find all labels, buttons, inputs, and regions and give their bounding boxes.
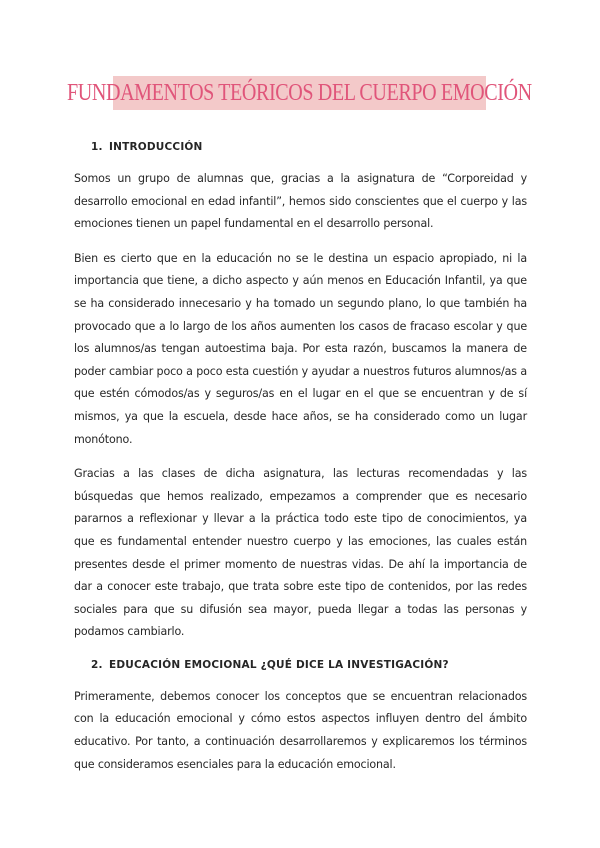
section-title: EDUCACIÓN EMOCIONAL ¿QUÉ DICE LA INVESTIGACIÓN? <box>109 658 449 671</box>
section-heading-introduccion <box>91 138 527 156</box>
section-heading-educacion-emocional <box>91 656 527 674</box>
section-title: INTRODUCCIÓN <box>109 141 203 153</box>
paragraph: Somos un grupo de alumnas que, gracias a la asignatura de “Corporeidad y desarrollo emocional en edad infantil”, hemos sido conscientes que el cuerpo y las emociones tienen un papel fundamental en el desarrollo personal. <box>74 172 527 231</box>
paragraph: Gracias a las clases de dicha asignatura, las lecturas recomendadas y las búsquedas que hemos realizado, empezamos a comprender que es necesario pararnos a reflexionar y llevar a la práctica todo este tipo de conocimientos, ya que es fundamental entender nuestro cuerpo y las emociones, las cuales están presentes desde el primer momento de nuestras vidas. De ahí la importancia de dar a conocer este trabajo, que trata sobre este tipo de contenidos, por las redes sociales para que su difusión sea mayor, pueda llegar a todas las personas y podamos cambiarlo. <box>74 467 527 639</box>
section-number: 1. <box>91 141 103 153</box>
document-title: FUNDAMENTOS TEÓRICOS DEL CUERPO EMOCIÓN <box>67 79 532 106</box>
paragraph: Bien es cierto que en la educación no se le destina un espacio apropiado, ni la importancia que tiene, a dicho aspecto y aún menos en Educación Infantil, ya que se ha considerado innecesario y ha tomado un segundo plano, lo que también ha provocado que a lo largo de los años aumenten los casos de fracaso escolar y que los alumnos/as tengan autoestima baja. Por esta razón, buscamos la manera de poder cambiar poco a poco esta cuestión y ayudar a nuestros futuros alumnos/as a que estén cómodos/as y seguros/as en el lugar en el que se encuentran y de sí mismos, ya que la escuela, desde hace años, se ha considerado como un lugar monótono. <box>74 251 527 446</box>
section-number: 2. <box>91 658 103 671</box>
paragraph: Primeramente, debemos conocer los conceptos que se encuentran relacionados con la educación emocional y cómo estos aspectos influyen dentro del ámbito educativo. Por tanto, a continuación desarrollaremos y explicaremos los términos que consideramos esenciales para la educación emocional. <box>74 689 527 771</box>
document-body <box>74 138 527 776</box>
title-banner <box>67 76 532 110</box>
